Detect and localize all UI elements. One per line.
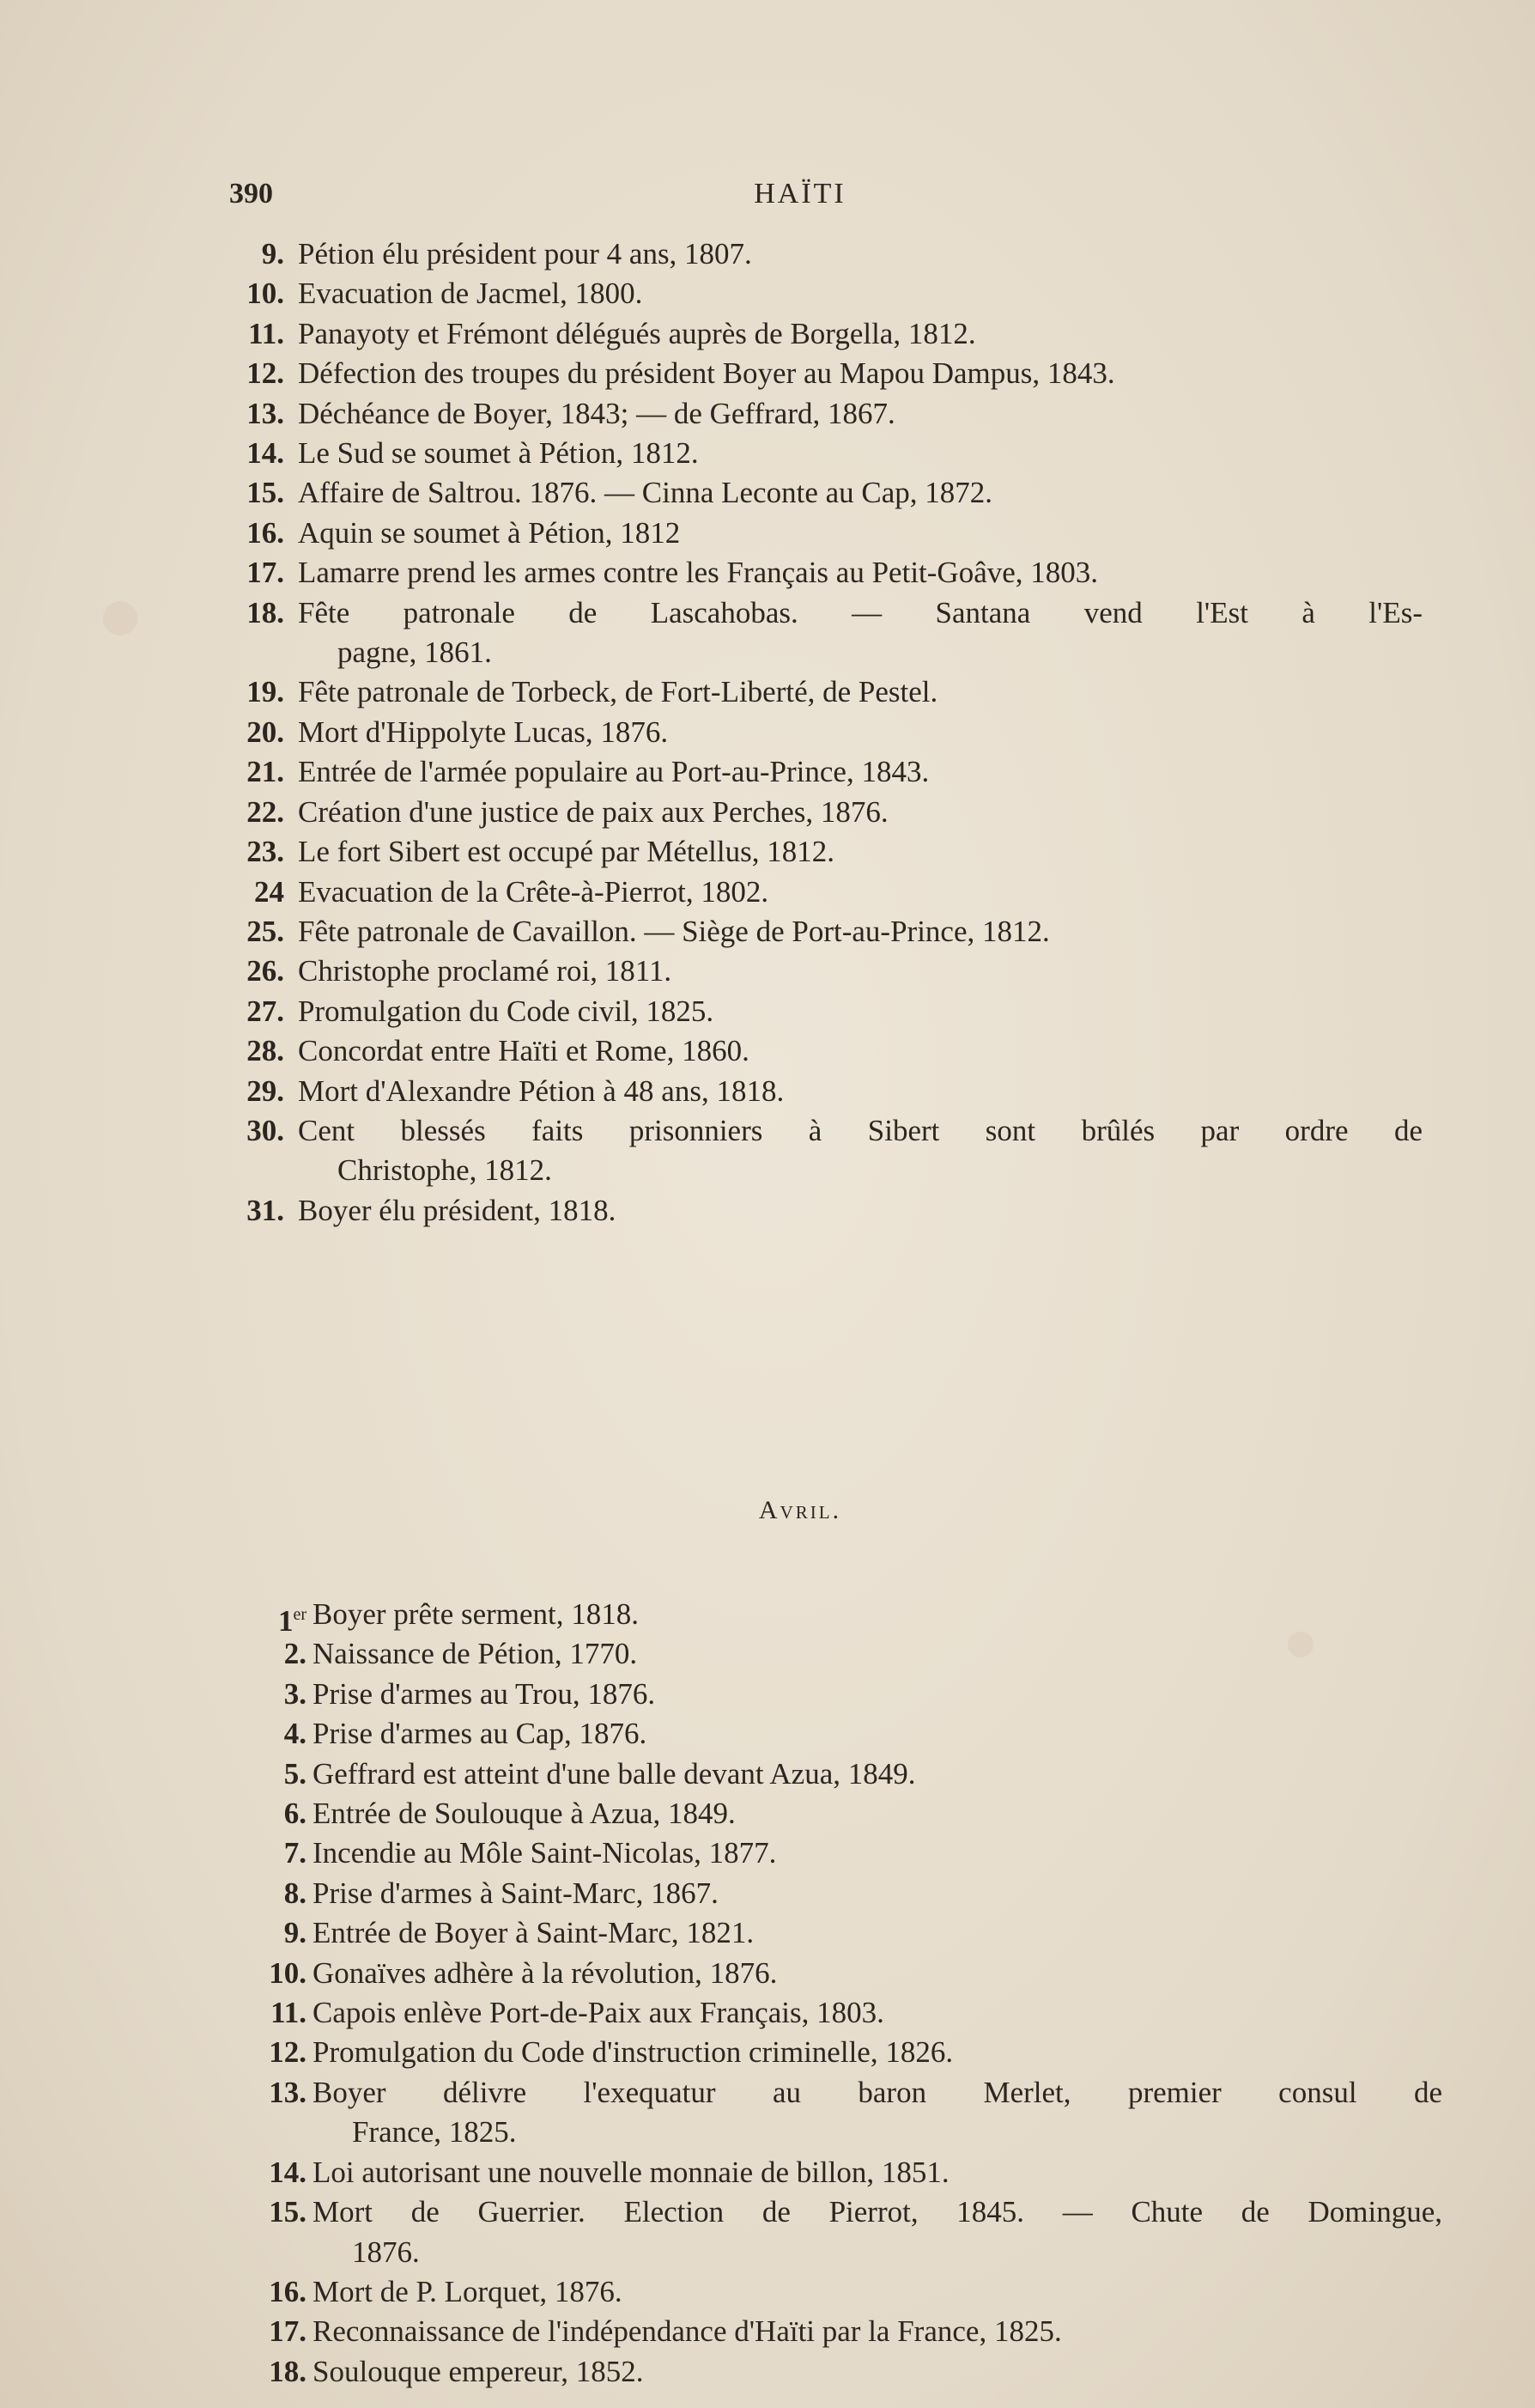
entry-line: Mort d'Alexandre Pétion à 48 ans, 1818. [298,1073,785,1108]
entry-line: Entrée de Soulouque à Azua, 1849. [312,1797,736,1831]
entry-line: Incendie au Môle Saint-Nicolas, 1877. [312,1836,777,1870]
entry-line: Panayoty et Frémont délégués auprès de Borgella, 1812. [298,316,976,350]
entry-text [229,354,1423,393]
entry-date: 12. [269,2035,306,2070]
list-item [229,672,1371,712]
entry-date: 10. [246,277,284,311]
entry-date: 13. [269,2075,306,2109]
entry-text [229,553,1423,593]
entry-line: Aquin se soumet à Pétion, 1812 [298,515,681,550]
entry-line: Entrée de l'armée populaire au Port-au-Prince, 1843. [298,755,930,789]
page-number: 390 [229,178,273,210]
list-item [229,1072,1371,1111]
list-item [229,553,1371,593]
march-entries [229,234,1423,1231]
entry-date: 18. [269,2354,306,2388]
entry-text [229,2033,1442,2072]
entry-line: Evacuation de Jacmel, 1800. [298,277,643,311]
entry-line: Soulouque empereur, 1852. [312,2354,644,2388]
list-item [229,1714,1371,1754]
entry-date: 31. [246,1193,284,1227]
entry-text [229,752,1423,792]
entry-text [229,1675,1442,1714]
entry-text [229,2312,1442,2351]
entry-line: Boyer élu président, 1818. [298,1193,616,1227]
entry-line: pagne, 1861. [337,635,492,670]
entry-line: Loi autorisant une nouvelle monnaie de billon, 1851. [312,2155,950,2189]
list-item [229,1111,1423,1191]
entry-line: Affaire de Saltrou. 1876. — Cinna Leconte au Cap, 1872. [298,476,993,510]
list-item [229,1833,1371,1873]
list-item [229,873,1371,912]
entry-line: Prise d'armes à Saint-Marc, 1867. [312,1876,719,1910]
entry-date: 23. [246,835,284,869]
entry-date: 2. [283,1637,306,1671]
entry-date: 15. [269,2195,306,2229]
entry-line: Mort de P. Lorquet, 1876. [312,2274,622,2308]
entry-text [229,1874,1442,1913]
entry-line: Evacuation de la Crête-à-Pierrot, 1802. [298,874,769,909]
page-header [229,178,1442,2388]
entry-text [229,514,1423,553]
entry-line: 1876. [352,2235,420,2269]
entry-date: 14. [246,436,284,471]
entry-date: 3. [283,1676,306,1711]
entry-date: 7. [283,1836,306,1870]
entry-text [229,314,1423,354]
list-item [229,1993,1371,2033]
entry-text [229,1191,1423,1231]
entry-text [229,2153,1442,2192]
entry-date: 9. [283,1916,306,1950]
entry-line: Déchéance de Boyer, 1843; — de Geffrard, 1867. [298,396,895,430]
list-item [229,1954,1371,1993]
entry-text [229,2192,1442,2272]
list-item [229,2312,1371,2351]
entry-date: 11. [248,316,284,350]
entry-date: 9. [261,237,284,271]
list-item [229,234,1371,274]
entry-date: 24 [254,874,284,909]
list-item [229,1031,1371,1071]
list-item [229,514,1371,553]
list-item [229,713,1371,752]
entry-line: Le fort Sibert est occupé par Métellus, 1812. [298,835,834,869]
entry-date: 28. [246,1034,284,1068]
list-item [229,2153,1371,2192]
entry-date: 10. [269,1955,306,1990]
entry-text [229,1072,1423,1111]
entry-date: 8. [283,1876,306,1910]
entry-line: Cent blessés faits prisonniers à Sibert sont brûlés par ordre de [298,1113,1423,1147]
entry-text [229,832,1423,872]
entry-date: 16. [269,2274,306,2308]
entry-line: Défection des troupes du président Boyer au Mapou Dampus, 1843. [298,356,1115,391]
entry-date: 4. [283,1717,306,1751]
entry-line: Reconnaissance de l'indépendance d'Haïti par la France, 1825. [312,2314,1062,2349]
entry-text [229,952,1423,991]
entry-date: 26. [246,954,284,988]
entry-text [229,434,1423,473]
entry-date: 5. [283,1756,306,1791]
entry-date-suffix: er [293,1605,306,1624]
entry-line: France, 1825. [352,2115,517,2150]
list-item [229,2352,1371,2392]
entry-date: 22. [246,794,284,829]
running-title: HAÏTI [754,178,846,210]
entry-date: 18. [246,595,284,629]
entry-text [229,713,1423,752]
entry-line: Création d'une justice de paix aux Perches, 1876. [298,794,889,829]
list-item [229,793,1371,832]
list-item [229,354,1371,393]
list-item [229,752,1371,792]
entry-line: Promulgation du Code d'instruction criminelle, 1826. [312,2035,954,2070]
entry-date: 13. [246,396,284,430]
entry-date: 21. [246,755,284,789]
list-item [229,2272,1371,2312]
entry-line: Lamarre prend les armes contre les Français au Petit-Goâve, 1803. [298,556,1099,590]
list-item [229,1595,1371,1638]
entry-line: Boyer prête serment, 1818. [312,1597,640,1631]
entry-date: 20. [246,714,284,749]
list-item [229,1754,1371,1794]
entry-date: 17. [269,2314,306,2349]
entry-line: Mort de Guerrier. Election de Pierrot, 1845. — Chute de Domingue, [312,2195,1442,2229]
entry-date: 30. [246,1113,284,1147]
list-item [229,992,1371,1031]
entry-text [229,1634,1442,1674]
list-item [229,1675,1371,1714]
entry-line: Prise d'armes au Trou, 1876. [312,1676,656,1711]
section-title-avril: Avril. [758,1496,842,1524]
entry-text [229,394,1423,434]
entry-line: Fête patronale de Lascahobas. — Santana vend l'Est à l'Es- [298,595,1423,629]
entry-text [229,274,1423,313]
list-item [229,314,1371,354]
entry-text [229,1595,1442,1634]
entry-text [229,1913,1442,1953]
list-item [229,434,1371,473]
entry-date: 6. [283,1797,306,1831]
entry-text [229,473,1423,513]
entry-date: 14. [269,2155,306,2189]
entry-text [229,1111,1423,1191]
entry-text [229,1754,1442,1794]
entry-text [229,1833,1442,1873]
entry-line: Christophe proclamé roi, 1811. [298,954,672,988]
entry-line: Naissance de Pétion, 1770. [312,1637,638,1671]
entry-line: Christophe, 1812. [337,1153,552,1188]
entry-text [229,2073,1442,2153]
entry-line: Promulgation du Code civil, 1825. [298,994,714,1028]
entry-text [229,992,1423,1031]
entry-text [229,672,1423,712]
entry-text [229,2352,1442,2392]
entry-line: Gonaïves adhère à la révolution, 1876. [312,1955,778,1990]
entry-date: 19. [246,675,284,709]
entry-text [229,234,1423,274]
entry-line: Concordat entre Haïti et Rome, 1860. [298,1034,749,1068]
entry-line: Capois enlève Port-de-Paix aux Français, 1803. [312,1996,884,2030]
entry-line: Le Sud se soumet à Pétion, 1812. [298,436,699,471]
list-item [229,2192,1442,2272]
list-item [229,2033,1371,2072]
entry-line: Pétion élu président pour 4 ans, 1807. [298,237,752,271]
entry-line: Fête patronale de Cavaillon. — Siège de Port-au-Prince, 1812. [298,914,1050,948]
entry-line: Geffrard est atteint d'une balle devant Azua, 1849. [312,1756,916,1791]
entry-text [229,1714,1442,1754]
entry-date: 1er [277,1604,306,1638]
entry-text [229,593,1423,673]
entry-line: Boyer délivre l'exequatur au baron Merlet, premier consul de [312,2075,1442,2109]
entry-date: 25. [246,914,284,948]
list-item [229,394,1371,434]
entry-line: Entrée de Boyer à Saint-Marc, 1821. [312,1916,755,1950]
entry-line: Fête patronale de Torbeck, de Fort-Liberté, de Pestel. [298,675,938,709]
list-item [229,1634,1371,1674]
entry-line: Mort d'Hippolyte Lucas, 1876. [298,714,669,749]
list-item [229,832,1371,872]
entry-date: 12. [246,356,284,391]
list-item [229,1794,1371,1833]
list-item [229,2073,1442,2153]
list-item [229,593,1423,673]
list-item [229,473,1371,513]
paper-stain [103,601,137,635]
list-item [229,1874,1371,1913]
entry-text [229,1794,1442,1833]
entry-date: 15. [246,476,284,510]
entry-text [229,793,1423,832]
entry-date: 16. [246,515,284,550]
list-item [229,1191,1371,1231]
entry-text [229,1031,1423,1071]
entry-date: 17. [246,556,284,590]
entry-text [229,1993,1442,2033]
entry-date: 11. [270,1996,306,2030]
entry-text [229,873,1423,912]
april-entries [229,1595,1442,2392]
entry-date: 27. [246,994,284,1028]
entry-text [229,2272,1442,2312]
entry-date: 29. [246,1073,284,1108]
list-item [229,912,1371,952]
list-item [229,952,1371,991]
entry-line: Prise d'armes au Cap, 1876. [312,1717,647,1751]
entry-text [229,1954,1442,1993]
list-item [229,274,1371,313]
list-item [229,1913,1371,1953]
entry-text [229,912,1423,952]
